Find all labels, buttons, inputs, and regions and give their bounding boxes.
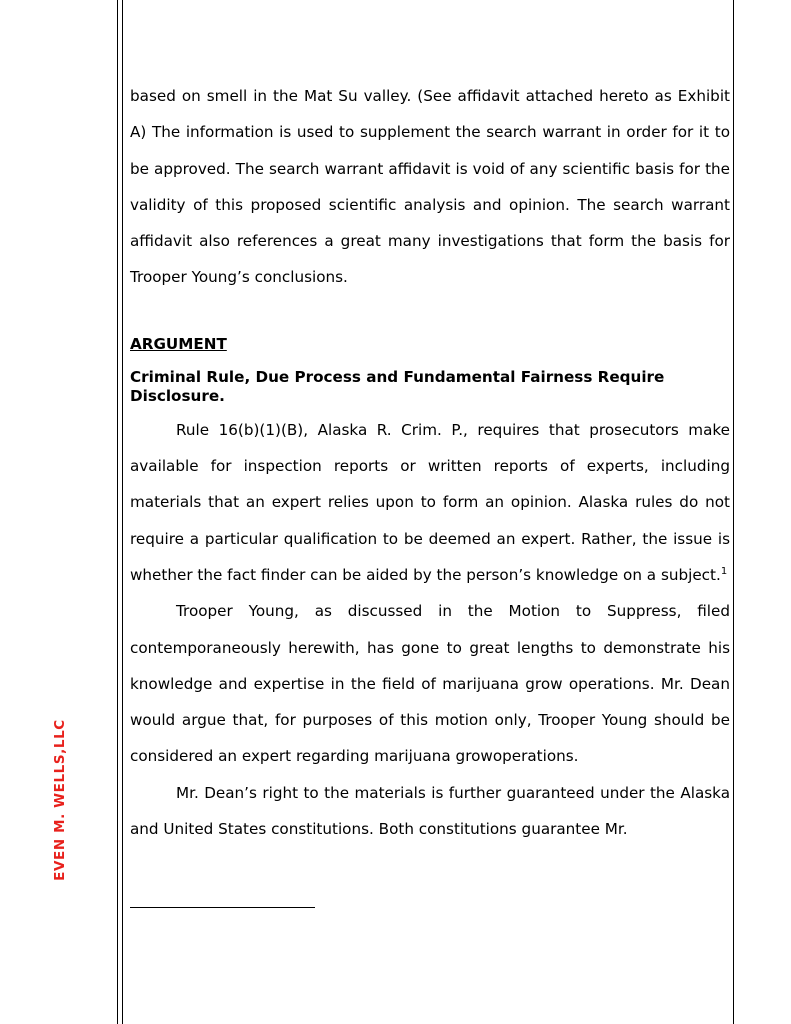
left-margin-rule-inner bbox=[122, 0, 123, 1024]
footnote-reference[interactable]: 1 bbox=[720, 565, 728, 577]
paragraph-rule-16-text: Rule 16(b)(1)(B), Alaska R. Crim. P., requires that prosecutors make available for inspection reports or written reports of experts, including materials that an expert relies upon to form an opinion. Alaska rules do not require a particular qualification to be deemed an expert. Rather, the issue is whether the fact finder can be aided by the person’s knowledge on a subject. bbox=[130, 420, 730, 584]
paragraph-constitutional-right: Mr. Dean’s right to the materials is further guaranteed under the Alaska and United States constitutions. Both constitutions guarantee Mr. bbox=[130, 783, 730, 839]
footnote-separator-rule bbox=[130, 907, 315, 908]
right-margin-rule bbox=[733, 0, 734, 1024]
paragraph-trooper-young: Trooper Young, as discussed in the Motion to Suppress, filed contemporaneously herewith, has gone to great lengths to demonstrate his knowledge and expertise in the field of marijuana grow operations. Mr. Dean would argue that, for purposes of this motion only, Trooper Young should be considered an expert regarding marijuana growoperations. bbox=[130, 602, 730, 766]
document-body bbox=[130, 78, 730, 847]
argument-heading: ARGUMENT bbox=[130, 334, 227, 353]
section-spacer bbox=[130, 296, 730, 326]
left-margin-rule-outer bbox=[117, 0, 118, 1024]
firm-name-vertical-label: EVEN M. WELLS,LLC bbox=[52, 719, 68, 881]
paragraph-rule-16 bbox=[130, 412, 730, 593]
section-subheading: Criminal Rule, Due Process and Fundamental Fairness Require Disclosure. bbox=[130, 367, 665, 405]
paragraph-background: based on smell in the Mat Su valley. (See affidavit attached hereto as Exhibit A) The information is used to supplement the search warrant in order for it to be approved. The search warrant affidavit is void of any scientific basis for the validity of this proposed scientific analysis and opinion. The search warrant affidavit also references a great many investigations that form the basis for Trooper Young’s conclusions. bbox=[130, 87, 730, 287]
